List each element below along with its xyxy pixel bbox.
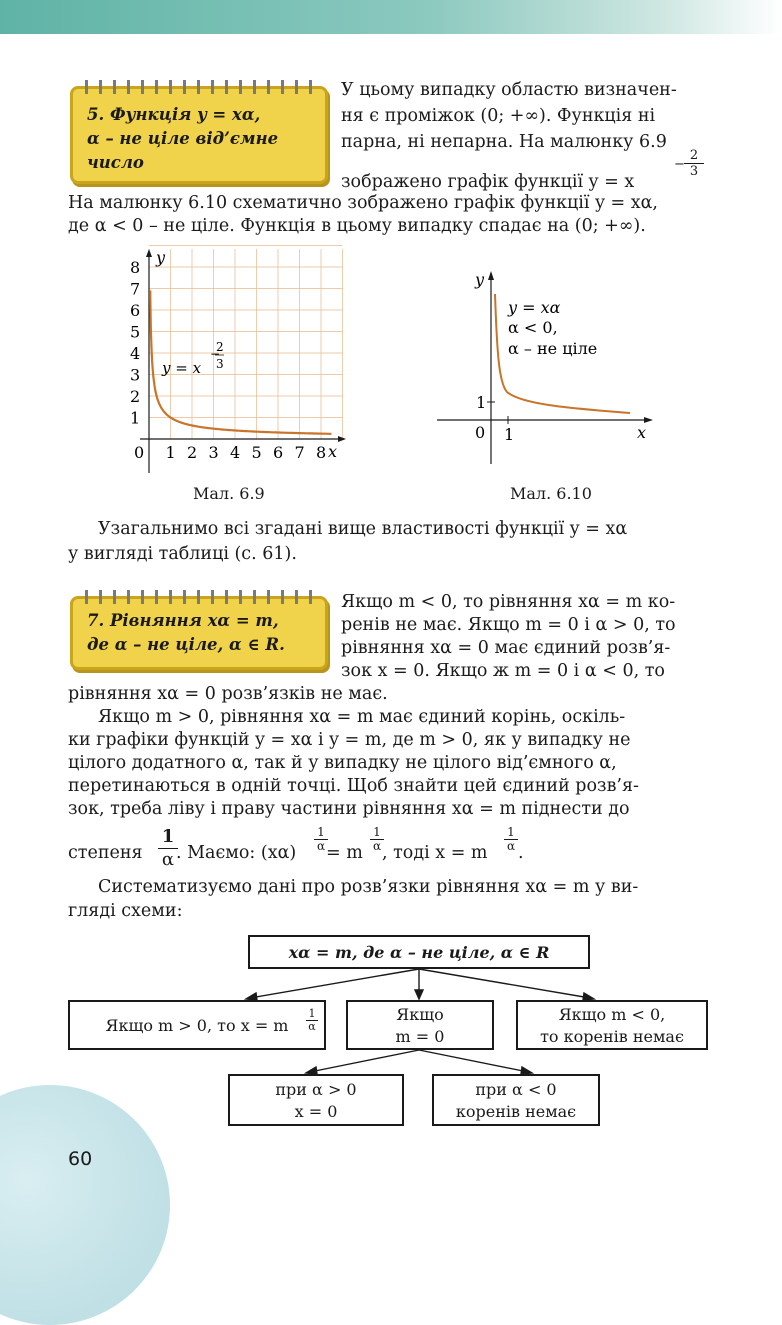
tick-x-label: 1 (504, 425, 515, 444)
y-tick-label: 4 (130, 344, 141, 363)
tick-y-label: 1 (476, 393, 487, 412)
scheme-middle-box: Якщо m = 0 (346, 1000, 494, 1050)
scheme-right-box: Якщо m < 0, то коренів немає (516, 1000, 708, 1050)
header-band (0, 0, 782, 34)
superscript-fraction: 1 α (314, 826, 328, 853)
body-line: перетинаються в одній точці. Щоб знайти цей єдиний розв’я- (68, 776, 639, 796)
body-line-d: , тоді x = m (382, 843, 488, 863)
exponent-fraction: − 2 3 (684, 148, 704, 179)
body-line: рівняння xα = 0 розв’язків не має. (68, 684, 388, 704)
scheme-bottom-left-box: при α > 0 x = 0 (228, 1074, 404, 1126)
intro-line: парна, ні непарна. На малюнку 6.9 (341, 132, 667, 152)
figure-caption: Мал. 6.9 (193, 484, 265, 503)
body-line-a: степеня (68, 843, 143, 863)
note-title-line: 7. Рівняння xα = m, (87, 611, 279, 630)
x-tick-label: 1 (165, 443, 176, 462)
x-axis-label: x (637, 423, 647, 442)
note-title-line: 5. Функція y = xα, (87, 105, 261, 124)
superscript-fraction: 1 α (504, 826, 518, 853)
legend-line: α < 0, (508, 318, 558, 337)
curve-label: y = x (162, 359, 202, 377)
x-tick-label: 3 (208, 443, 219, 462)
section-note-7 (70, 596, 328, 670)
note-title-line: де α – не ціле, α ∈ R. (87, 635, 285, 654)
body-line: Систематизуємо дані про розв’язки рівняння xα = m у ви- (98, 877, 639, 897)
x-tick-label: 6 (273, 443, 284, 462)
body-line: зок, треба ліву і праву частини рівняння xα = m піднести до (68, 799, 630, 819)
note-title-line: α – не ціле від’ємне (87, 129, 279, 148)
y-tick-label: 7 (130, 279, 141, 299)
fraction-1-over-alpha: 1 α (158, 826, 178, 871)
intro-line: На малюнку 6.10 схематично зображено графік функції y = xα, (68, 193, 658, 213)
y-tick-label: 2 (130, 387, 141, 406)
x-axis-label: x (328, 442, 338, 461)
scheme-left-box: Якщо m > 0, то x = m 1 α (68, 1000, 326, 1050)
intro-line: ня є проміжок (0; +∞). Функція ні (341, 106, 656, 126)
x-tick-label: 7 (294, 443, 305, 462)
body-line: зок x = 0. Якщо ж m = 0 і α < 0, то (341, 661, 665, 681)
x-tick-label: 4 (230, 443, 241, 462)
legend-line: α – не ціле (508, 339, 598, 358)
curve-exp-minus: − (210, 347, 221, 361)
note-title-line: число (87, 153, 144, 172)
x-tick-label: 2 (187, 443, 198, 462)
y-tick-label: 1 (130, 408, 141, 428)
section-note-5 (70, 86, 328, 184)
y-axis-label: y (475, 270, 485, 289)
y-tick-label: 3 (130, 365, 141, 385)
grid (149, 246, 343, 440)
y-arrow-icon (146, 249, 152, 257)
spiral-binding-icon (81, 80, 317, 94)
y-arrow-icon (488, 271, 494, 280)
scheme-top-box: xα = m, де α – не ціле, α ∈ R (248, 935, 590, 969)
summary-line: у вигляді таблиці (с. 61). (68, 544, 297, 564)
legend-line: y = xα (508, 298, 561, 317)
superscript-fraction: 1 α (306, 1008, 318, 1033)
body-line: цілого додатного α, так й у випадку не цілого від’ємного α, (68, 753, 617, 773)
x-tick-label: 8 (316, 443, 327, 462)
figure-6-10 (435, 268, 665, 468)
scheme-bottom-right-box: при α < 0 коренів немає (432, 1074, 600, 1126)
body-line: ренів не має. Якщо m = 0 і α > 0, то (341, 615, 676, 635)
y-axis-label: y (156, 248, 166, 267)
intro-line: зображено графік функції y = x (341, 172, 635, 192)
body-line: ки графіки функцій y = xα і y = m, де m > 0, як у випадку не (68, 730, 631, 750)
x-arrow-icon (338, 436, 346, 442)
summary-line: Узагальнимо всі згадані вище властивості функції y = xα (98, 519, 628, 539)
body-line: гляді схеми: (68, 901, 183, 921)
page-number: 60 (68, 1148, 93, 1170)
body-line-c: = m (326, 843, 363, 863)
curve-exp-num: 2 (216, 340, 224, 354)
curve-exp-den: 3 (216, 357, 224, 371)
figure-6-9 (118, 245, 348, 475)
intro-line: У цьому випадку областю визначен- (341, 80, 677, 100)
corner-decoration (0, 1085, 170, 1325)
origin-label: 0 (475, 423, 486, 442)
spiral-binding-icon (81, 590, 317, 604)
y-tick-label: 5 (130, 322, 141, 342)
y-tick-label: 6 (130, 301, 141, 320)
figure-caption: Мал. 6.10 (510, 484, 592, 503)
superscript-fraction: 1 α (370, 826, 384, 853)
body-line: рівняння xα = 0 має єдиний розв’я- (341, 638, 671, 658)
origin-label: 0 (134, 443, 145, 462)
body-line-b: . Маємо: (xα) (176, 843, 297, 863)
body-line: Якщо m > 0, рівняння xα = m має єдиний корінь, оскіль- (98, 707, 626, 727)
body-line: Якщо m < 0, то рівняння xα = m ко- (341, 592, 676, 612)
x-tick-label: 5 (251, 443, 262, 462)
body-line-e: . (518, 843, 524, 863)
intro-line: де α < 0 – не ціле. Функція в цьому випадку спадає на (0; +∞). (68, 216, 646, 236)
y-tick-label: 8 (130, 258, 141, 277)
